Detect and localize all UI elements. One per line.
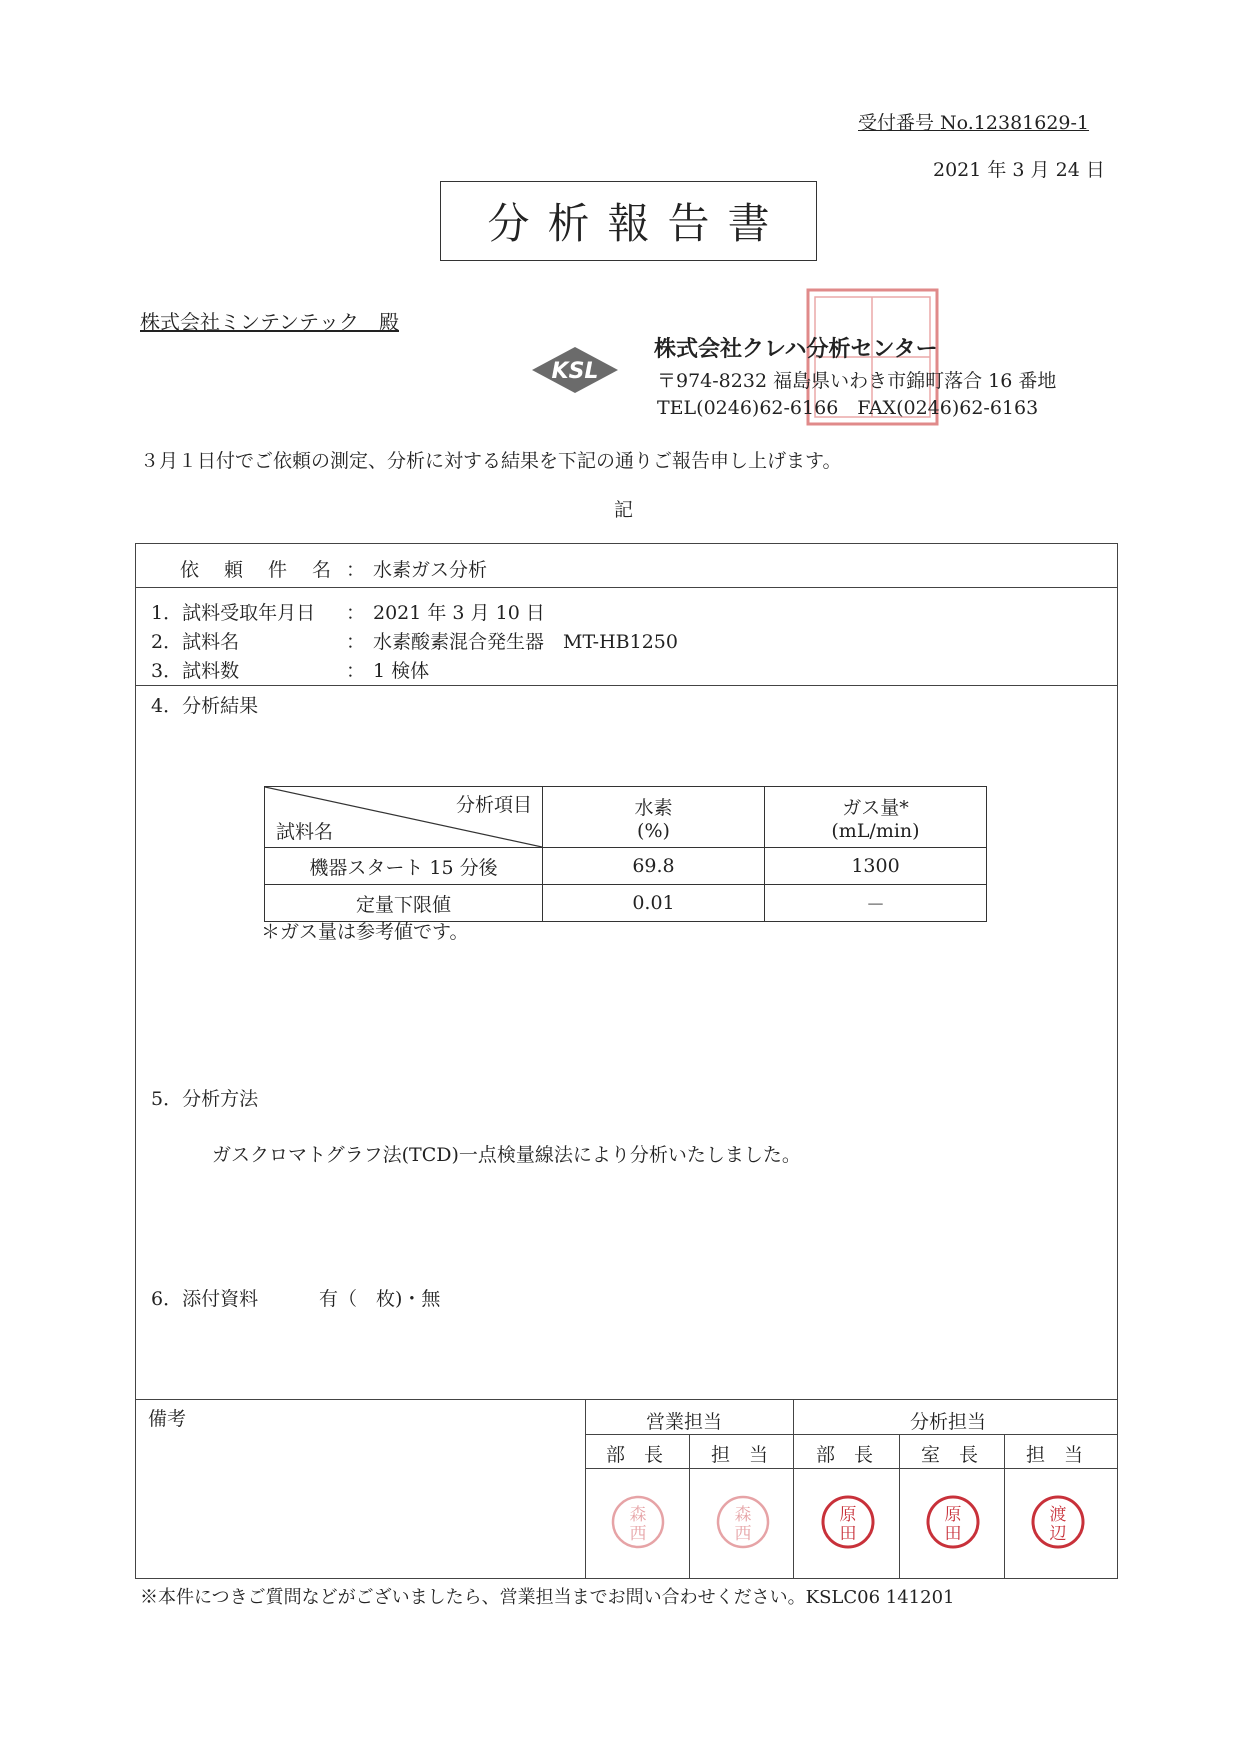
ksl-logo-text: KSL xyxy=(551,359,599,384)
item-value: 水素酸素混合発生器 MT-HB1250 xyxy=(373,631,678,653)
divider xyxy=(899,1434,900,1578)
report-frame xyxy=(135,543,1118,1579)
corner-bottom-label: 試料名 xyxy=(276,821,334,843)
company-contact: TEL(0246)62-6166 FAX(0246)62-6163 xyxy=(657,397,1039,419)
role-label: 室 長 xyxy=(921,1444,979,1466)
company-name: 株式会社クレハ分析センター xyxy=(654,337,938,362)
col-hydrogen-name: 水素 xyxy=(634,796,673,819)
item-label: 2．試料名 xyxy=(151,631,240,653)
row-label: 定量下限値 xyxy=(265,885,543,922)
divider xyxy=(585,1399,586,1578)
col-gas-unit: (mL/min) xyxy=(831,819,920,842)
item-value: 2021 年 3 月 10 日 xyxy=(373,602,545,624)
divider xyxy=(793,1399,794,1578)
results-corner-cell xyxy=(265,787,543,848)
svg-text:原田: 原田 xyxy=(944,1505,962,1544)
divider xyxy=(585,1434,1117,1435)
row-hydrogen-value: 69.8 xyxy=(543,848,765,885)
divider xyxy=(585,1468,1117,1469)
request-label: 依 頼 件 名 xyxy=(180,559,335,581)
divider xyxy=(1004,1434,1005,1578)
item-colon: ： xyxy=(346,631,366,653)
report-date: 2021 年 3 月 24 日 xyxy=(933,159,1105,181)
svg-text:原田: 原田 xyxy=(839,1505,857,1544)
remarks-label: 備考 xyxy=(148,1408,187,1430)
item-colon: ： xyxy=(346,602,366,624)
item-colon: ： xyxy=(346,660,366,682)
sales-header: 営業担当 xyxy=(646,1411,723,1433)
ksl-logo xyxy=(530,345,620,395)
results-table xyxy=(264,786,987,922)
request-value: 水素ガス分析 xyxy=(373,559,488,581)
request-colon: ： xyxy=(346,559,366,581)
divider xyxy=(689,1434,690,1578)
page-title: 分析報告書 xyxy=(487,199,788,248)
hanko-stamp xyxy=(610,1494,666,1550)
hanko-stamp xyxy=(820,1494,876,1550)
table-row xyxy=(265,848,987,885)
corner-top-label: 分析項目 xyxy=(455,794,532,816)
results-header-cell xyxy=(543,787,765,848)
role-label: 担 当 xyxy=(711,1444,769,1466)
svg-text:森西: 森西 xyxy=(629,1505,647,1544)
results-header-cell xyxy=(765,787,987,848)
method-text: ガスクロマトグラフ法(TCD)一点検量線法により分析いたしました。 xyxy=(212,1144,801,1166)
item-value: 1 検体 xyxy=(373,660,430,682)
hanko-stamp xyxy=(715,1494,771,1550)
footer-note: ※本件につきご質問などがございましたら、営業担当までお問い合わせください。KSLC06 141201 xyxy=(140,1587,955,1608)
table-footnote: ＊ガス量は参考値です。 xyxy=(261,921,469,943)
row-gas-value: 1300 xyxy=(765,848,987,885)
intro-text: ３月１日付でご依頼の測定、分析に対する結果を下記の通りご報告申し上げます。 xyxy=(140,450,842,472)
role-label: 部 長 xyxy=(606,1444,664,1466)
svg-text:森西: 森西 xyxy=(734,1505,752,1544)
receipt-number: 受付番号 No.12381629-1 xyxy=(858,112,1090,134)
section-6-value: 有（ 枚)・無 xyxy=(319,1288,441,1310)
section-5-heading: 5．分析方法 xyxy=(151,1088,259,1110)
role-label: 担 当 xyxy=(1026,1444,1084,1466)
divider xyxy=(136,1399,1117,1400)
divider xyxy=(136,587,1117,588)
item-label: 3．試料数 xyxy=(151,660,240,682)
col-hydrogen-unit: (%) xyxy=(637,819,670,842)
row-hydrogen-value: 0.01 xyxy=(543,885,765,922)
role-label: 部 長 xyxy=(816,1444,874,1466)
item-label: 1．試料受取年月日 xyxy=(151,602,316,624)
section-4-heading: 4．分析結果 xyxy=(151,695,259,717)
row-gas-value: － xyxy=(765,885,987,922)
row-label: 機器スタート 15 分後 xyxy=(265,848,543,885)
hanko-stamp xyxy=(1030,1494,1086,1550)
col-gas-name: ガス量* xyxy=(842,796,909,819)
company-address: 〒974-8232 福島県いわき市錦町落合 16 番地 xyxy=(657,370,1057,392)
section-6-label: 6．添付資料 xyxy=(151,1288,259,1310)
hanko-stamp xyxy=(925,1494,981,1550)
addressee: 株式会社ミンテンテック 殿 xyxy=(140,310,399,334)
table-row xyxy=(265,885,987,922)
title-box xyxy=(440,181,817,261)
analysis-header: 分析担当 xyxy=(910,1411,987,1433)
svg-text:渡辺: 渡辺 xyxy=(1049,1505,1067,1544)
divider xyxy=(136,685,1117,686)
ki-heading: 記 xyxy=(614,499,634,521)
